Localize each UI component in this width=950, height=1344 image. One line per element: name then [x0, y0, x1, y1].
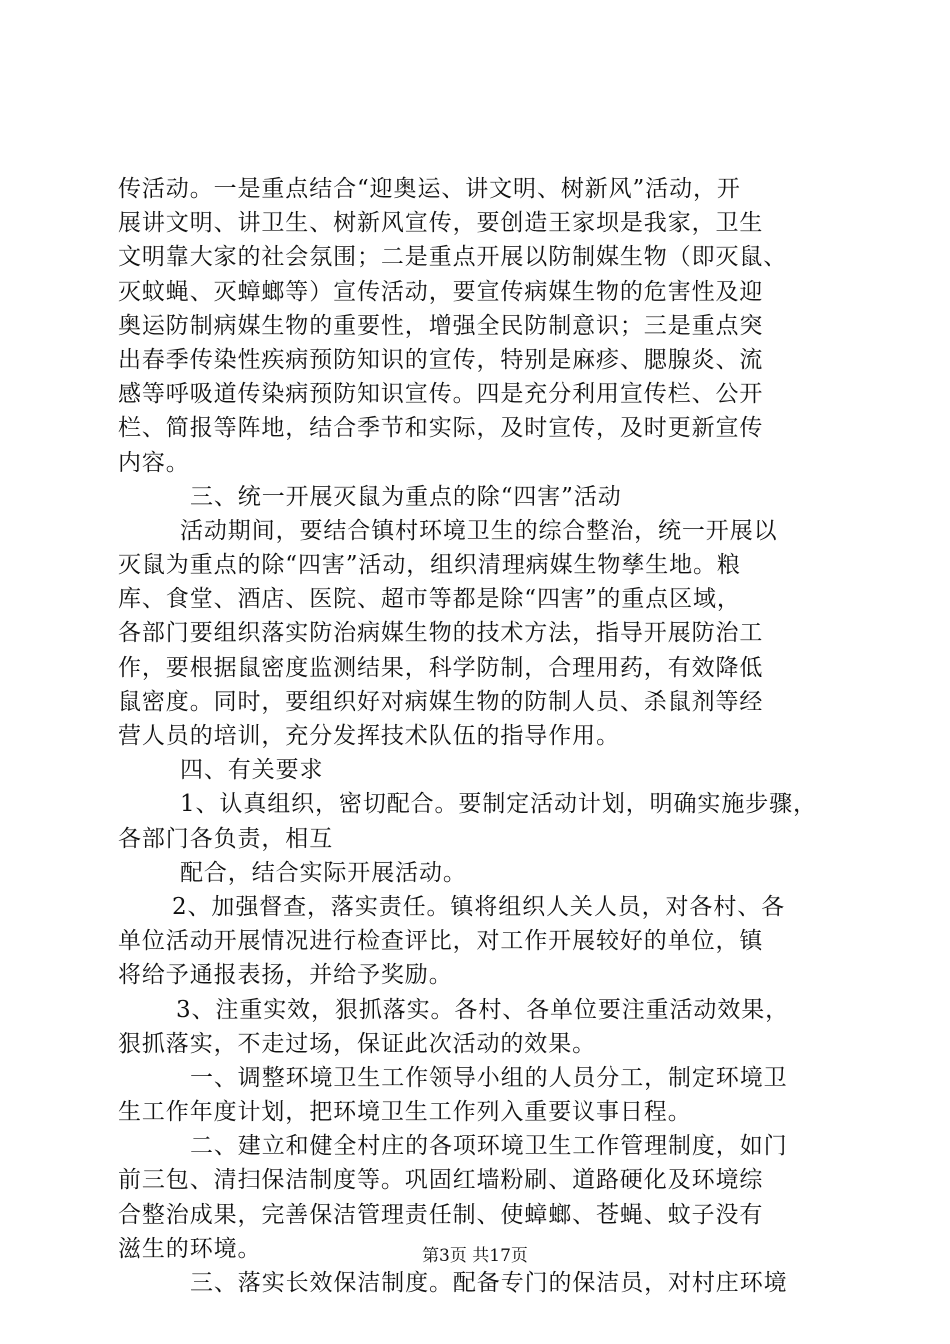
- text-line: 各部门各负责，相互: [118, 825, 334, 852]
- text-line: 各部门要组织落实防治病媒生物的技术方法，指导开展防治工: [118, 620, 764, 647]
- text-line: 合整治成果，完善保洁管理责任制、使蟑螂、苍蝇、蚊子没有: [118, 1201, 764, 1228]
- text-line: 内容。: [118, 449, 190, 476]
- text-line: 2、加强督查，落实责任。镇将组织人关人员，对各村、各: [172, 893, 786, 920]
- text-line: 出春季传染性疾病预防知识的宣传，特别是麻疹、腮腺炎、流: [118, 346, 764, 373]
- text-line: 前三包、清扫保洁制度等。巩固红墙粉刷、道路硬化及环境综: [118, 1167, 764, 1194]
- text-line: 滋生的环境。: [118, 1235, 262, 1262]
- text-line: 展讲文明、讲卫生、树新风宣传，要创造王家坝是我家，卫生: [118, 210, 764, 237]
- text-line: 配合，结合实际开展活动。: [180, 859, 467, 886]
- text-line: 活动期间，要结合镇村环境卫生的综合整治，统一开展以: [180, 517, 778, 544]
- text-line: 鼠密度。同时，要组织好对病媒生物的防制人员、杀鼠剂等经: [118, 688, 764, 715]
- text-line: 1、认真组织，密切配合。要制定活动计划，明确实施步骤，: [180, 791, 817, 818]
- text-line: 作，要根据鼠密度监测结果，科学防制，合理用药，有效降低: [118, 654, 764, 681]
- text-line: 奥运防制病媒生物的重要性，增强全民防制意识；三是重点突: [118, 312, 764, 339]
- text-line: 3、注重实效，狠抓落实。各村、各单位要注重活动效果，: [176, 996, 790, 1023]
- text-line: 库、食堂、酒店、医院、超市等都是除“四害”的重点区域，: [118, 586, 741, 613]
- text-line: 三、落实长效保洁制度。配备专门的保洁员，对村庄环境: [190, 1270, 788, 1296]
- text-line: 生工作年度计划，把环境卫生工作列入重要议事日程。: [118, 1099, 692, 1126]
- page-number-footer: 第3页 共17页: [422, 1246, 528, 1266]
- text-line: 单位活动开展情况进行检查评比，对工作开展较好的单位，镇: [118, 928, 764, 955]
- text-line: 灭蚊蝇、灭蟑螂等）宣传活动，要宣传病媒生物的危害性及迎: [118, 278, 764, 305]
- text-line: 感等呼吸道传染病预防知识宣传。四是充分利用宣传栏、公开: [118, 381, 764, 408]
- text-line: 传活动。一是重点结合“迎奥运、讲文明、树新风”活动，开: [118, 176, 741, 202]
- text-line: 一、调整环境卫生工作领导小组的人员分工，制定环境卫: [190, 1064, 788, 1091]
- section-heading: 三、统一开展灭鼠为重点的除“四害”活动: [190, 483, 622, 510]
- section-heading: 四、有关要求: [180, 757, 324, 784]
- text-line: 狠抓落实，不走过场，保证此次活动的效果。: [118, 1030, 596, 1057]
- document-body: [118, 172, 838, 1300]
- text-line: 营人员的培训，充分发挥技术队伍的指导作用。: [118, 723, 620, 749]
- text-line: 栏、简报等阵地，结合季节和实际，及时宣传，及时更新宣传: [118, 415, 764, 442]
- text-line: 将给予通报表扬，并给予奖励。: [118, 962, 453, 989]
- text-line: 文明靠大家的社会氛围；二是重点开展以防制媒生物（即灭鼠、: [118, 244, 788, 271]
- text-line: 二、建立和健全村庄的各项环境卫生工作管理制度，如门: [190, 1133, 788, 1160]
- text-line: 灭鼠为重点的除“四害”活动，组织清理病媒生物孳生地。粮: [118, 552, 741, 579]
